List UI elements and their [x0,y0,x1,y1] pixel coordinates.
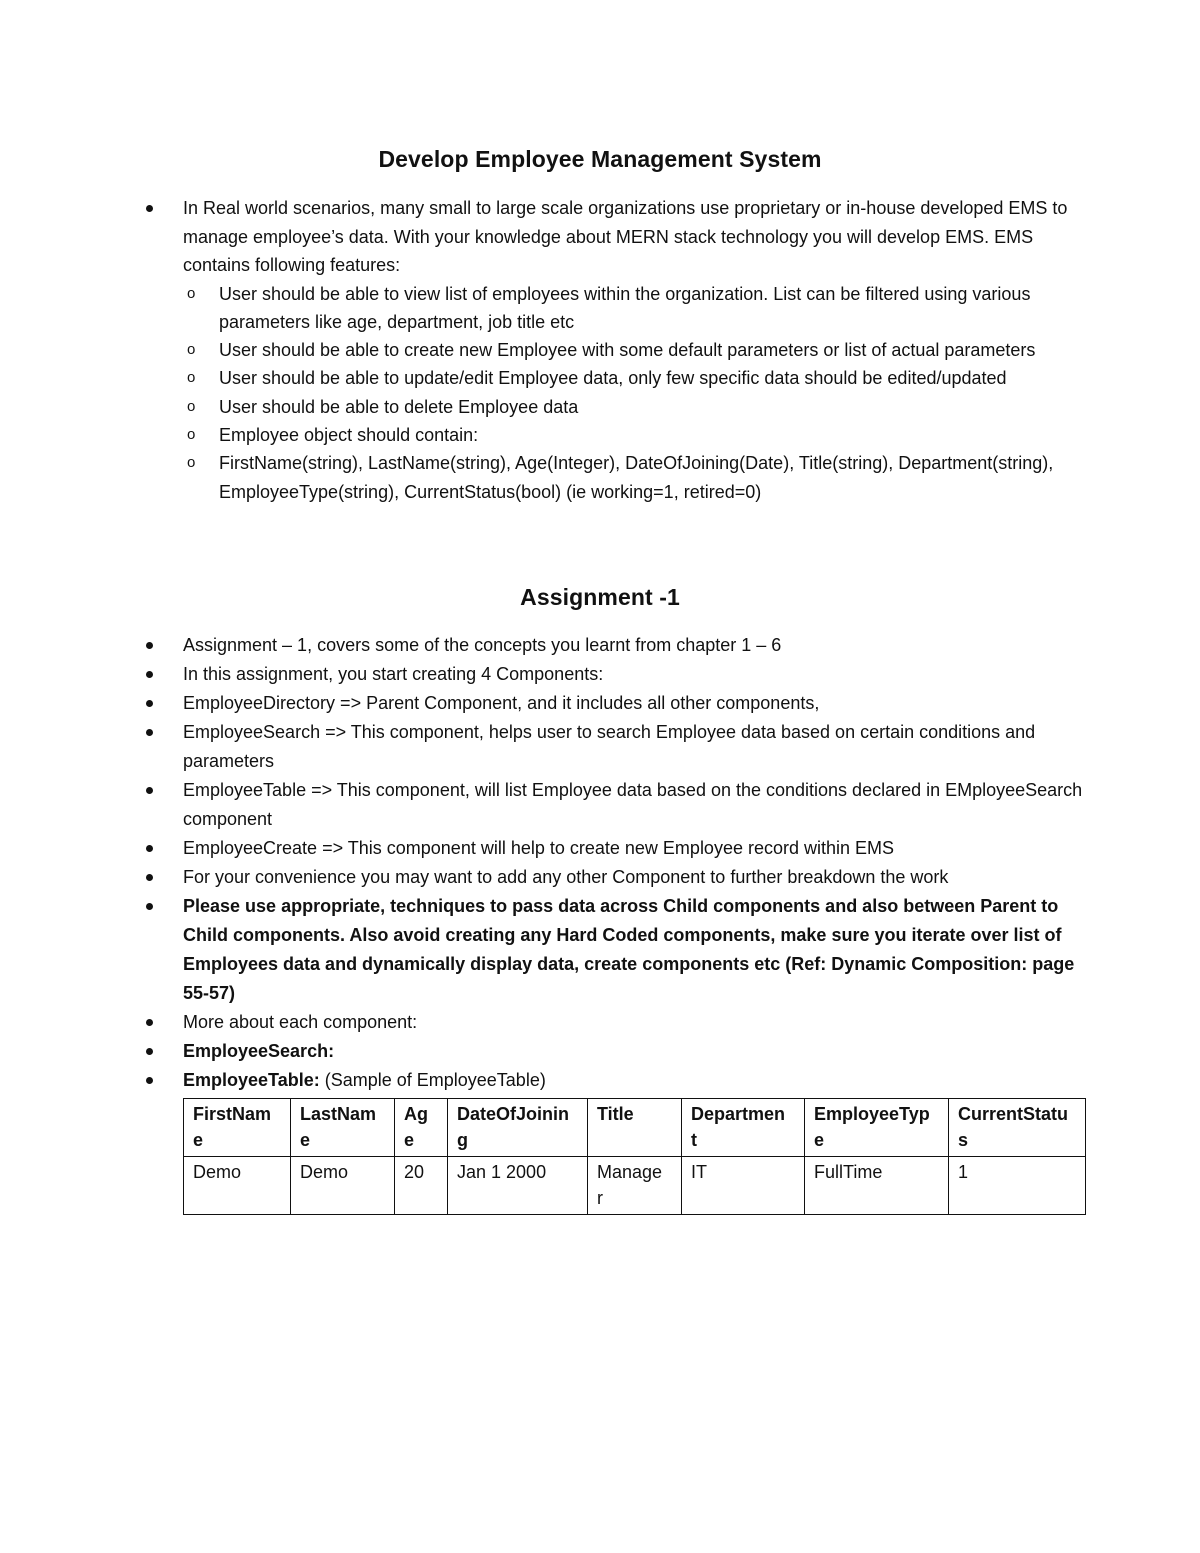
table-header-row [184,1099,1086,1157]
feature-item: o User should be able to view list of employees within the organization. List can be filtered using various parameters like age, department, job title etc [183,280,1096,337]
bullet-icon [146,787,153,794]
circle-bullet-icon: o [187,369,196,387]
document-title: Develop Employee Management System [378,146,822,172]
assignment-item: EmployeeSearch => This component, helps user to search Employee data based on certain conditions and parameters [146,718,1096,776]
table-cell: 20 [395,1157,448,1215]
assignment-item: EmployeeTable => This component, will list Employee data based on the conditions declared in EMployeeSearch component [146,776,1096,834]
assignment-title: Assignment -1 [520,584,680,610]
circle-bullet-icon: o [187,397,196,415]
intro-item [146,194,1096,506]
table-cell: Manage r [588,1157,682,1215]
feature-item: o Employee object should contain: [183,421,1096,449]
table-header-cell: CurrentStatu s [949,1099,1086,1157]
feature-item: o User should be able to update/edit Employee data, only few specific data should be edited/updated [183,364,1096,392]
bullet-icon [146,671,153,678]
assignment-item: More about each component: [146,1008,1096,1037]
feature-list [183,280,1096,506]
bullet-icon [146,874,153,881]
bullet-icon [146,205,153,212]
feature-item: o User should be able to create new Employee with some default parameters or list of actual parameters [183,336,1096,364]
feature-item: o User should be able to delete Employee data [183,393,1096,421]
bullet-icon [146,642,153,649]
table-cell: Demo [291,1157,395,1215]
assignment-item: EmployeeTable: (Sample of EmployeeTable) [146,1066,1096,1095]
table-header-cell: FirstNam e [184,1099,291,1157]
table-header-cell: Title [588,1099,682,1157]
table-header-cell: LastNam e [291,1099,395,1157]
assignment-item: EmployeeCreate => This component will help to create new Employee record within EMS [146,834,1096,863]
table-cell: 1 [949,1157,1086,1215]
table-cell: Demo [184,1157,291,1215]
intro-list [146,194,1096,506]
circle-bullet-icon: o [187,454,196,472]
table-header-cell: DateOfJoinin g [448,1099,588,1157]
assignment-item: EmployeeSearch: [146,1037,1096,1066]
circle-bullet-icon: o [187,341,196,359]
assignment-item: For your convenience you may want to add any other Component to further breakdown the work [146,863,1096,892]
assignment-item: Assignment – 1, covers some of the concepts you learnt from chapter 1 – 6 [146,631,1096,660]
assignment-item: Please use appropriate, techniques to pass data across Child components and also between Parent to Child components. Also avoid creating any Hard Coded components, make sure you iterate over list of Employees data and dynamically display data, create components etc (Ref: Dynamic Composition: page 55-57) [146,892,1096,1008]
intro-paragraph: In Real world scenarios, many small to large scale organizations use proprietary or in-house developed EMS to manage employee’s data. With your knowledge about MERN stack technology you will develop EMS. EMS contains following features: [183,198,1068,275]
bullet-icon [146,903,153,910]
table-cell: Jan 1 2000 [448,1157,588,1215]
bullet-icon [146,729,153,736]
bullet-icon [146,700,153,707]
bullet-icon [146,1019,153,1026]
table-header-cell: Departmen t [682,1099,805,1157]
assignment-item: In this assignment, you start creating 4 Components: [146,660,1096,689]
table-header-cell: Ag e [395,1099,448,1157]
circle-bullet-icon: o [187,425,196,443]
table-cell: IT [682,1157,805,1215]
feature-item: o FirstName(string), LastName(string), Age(Integer), DateOfJoining(Date), Title(string), Department(string), EmployeeType(string), CurrentStatus(bool) (ie working=1, retired=0) [183,449,1096,506]
bullet-icon [146,1048,153,1055]
table-row [184,1157,1086,1215]
employee-table [183,1098,1086,1215]
bullet-icon [146,845,153,852]
table-cell: FullTime [805,1157,949,1215]
assignment-list [146,631,1096,1095]
bullet-icon [146,1077,153,1084]
assignment-item: EmployeeDirectory => Parent Component, and it includes all other components, [146,689,1096,718]
table-header-cell: EmployeeTyp e [805,1099,949,1157]
circle-bullet-icon: o [187,284,196,302]
